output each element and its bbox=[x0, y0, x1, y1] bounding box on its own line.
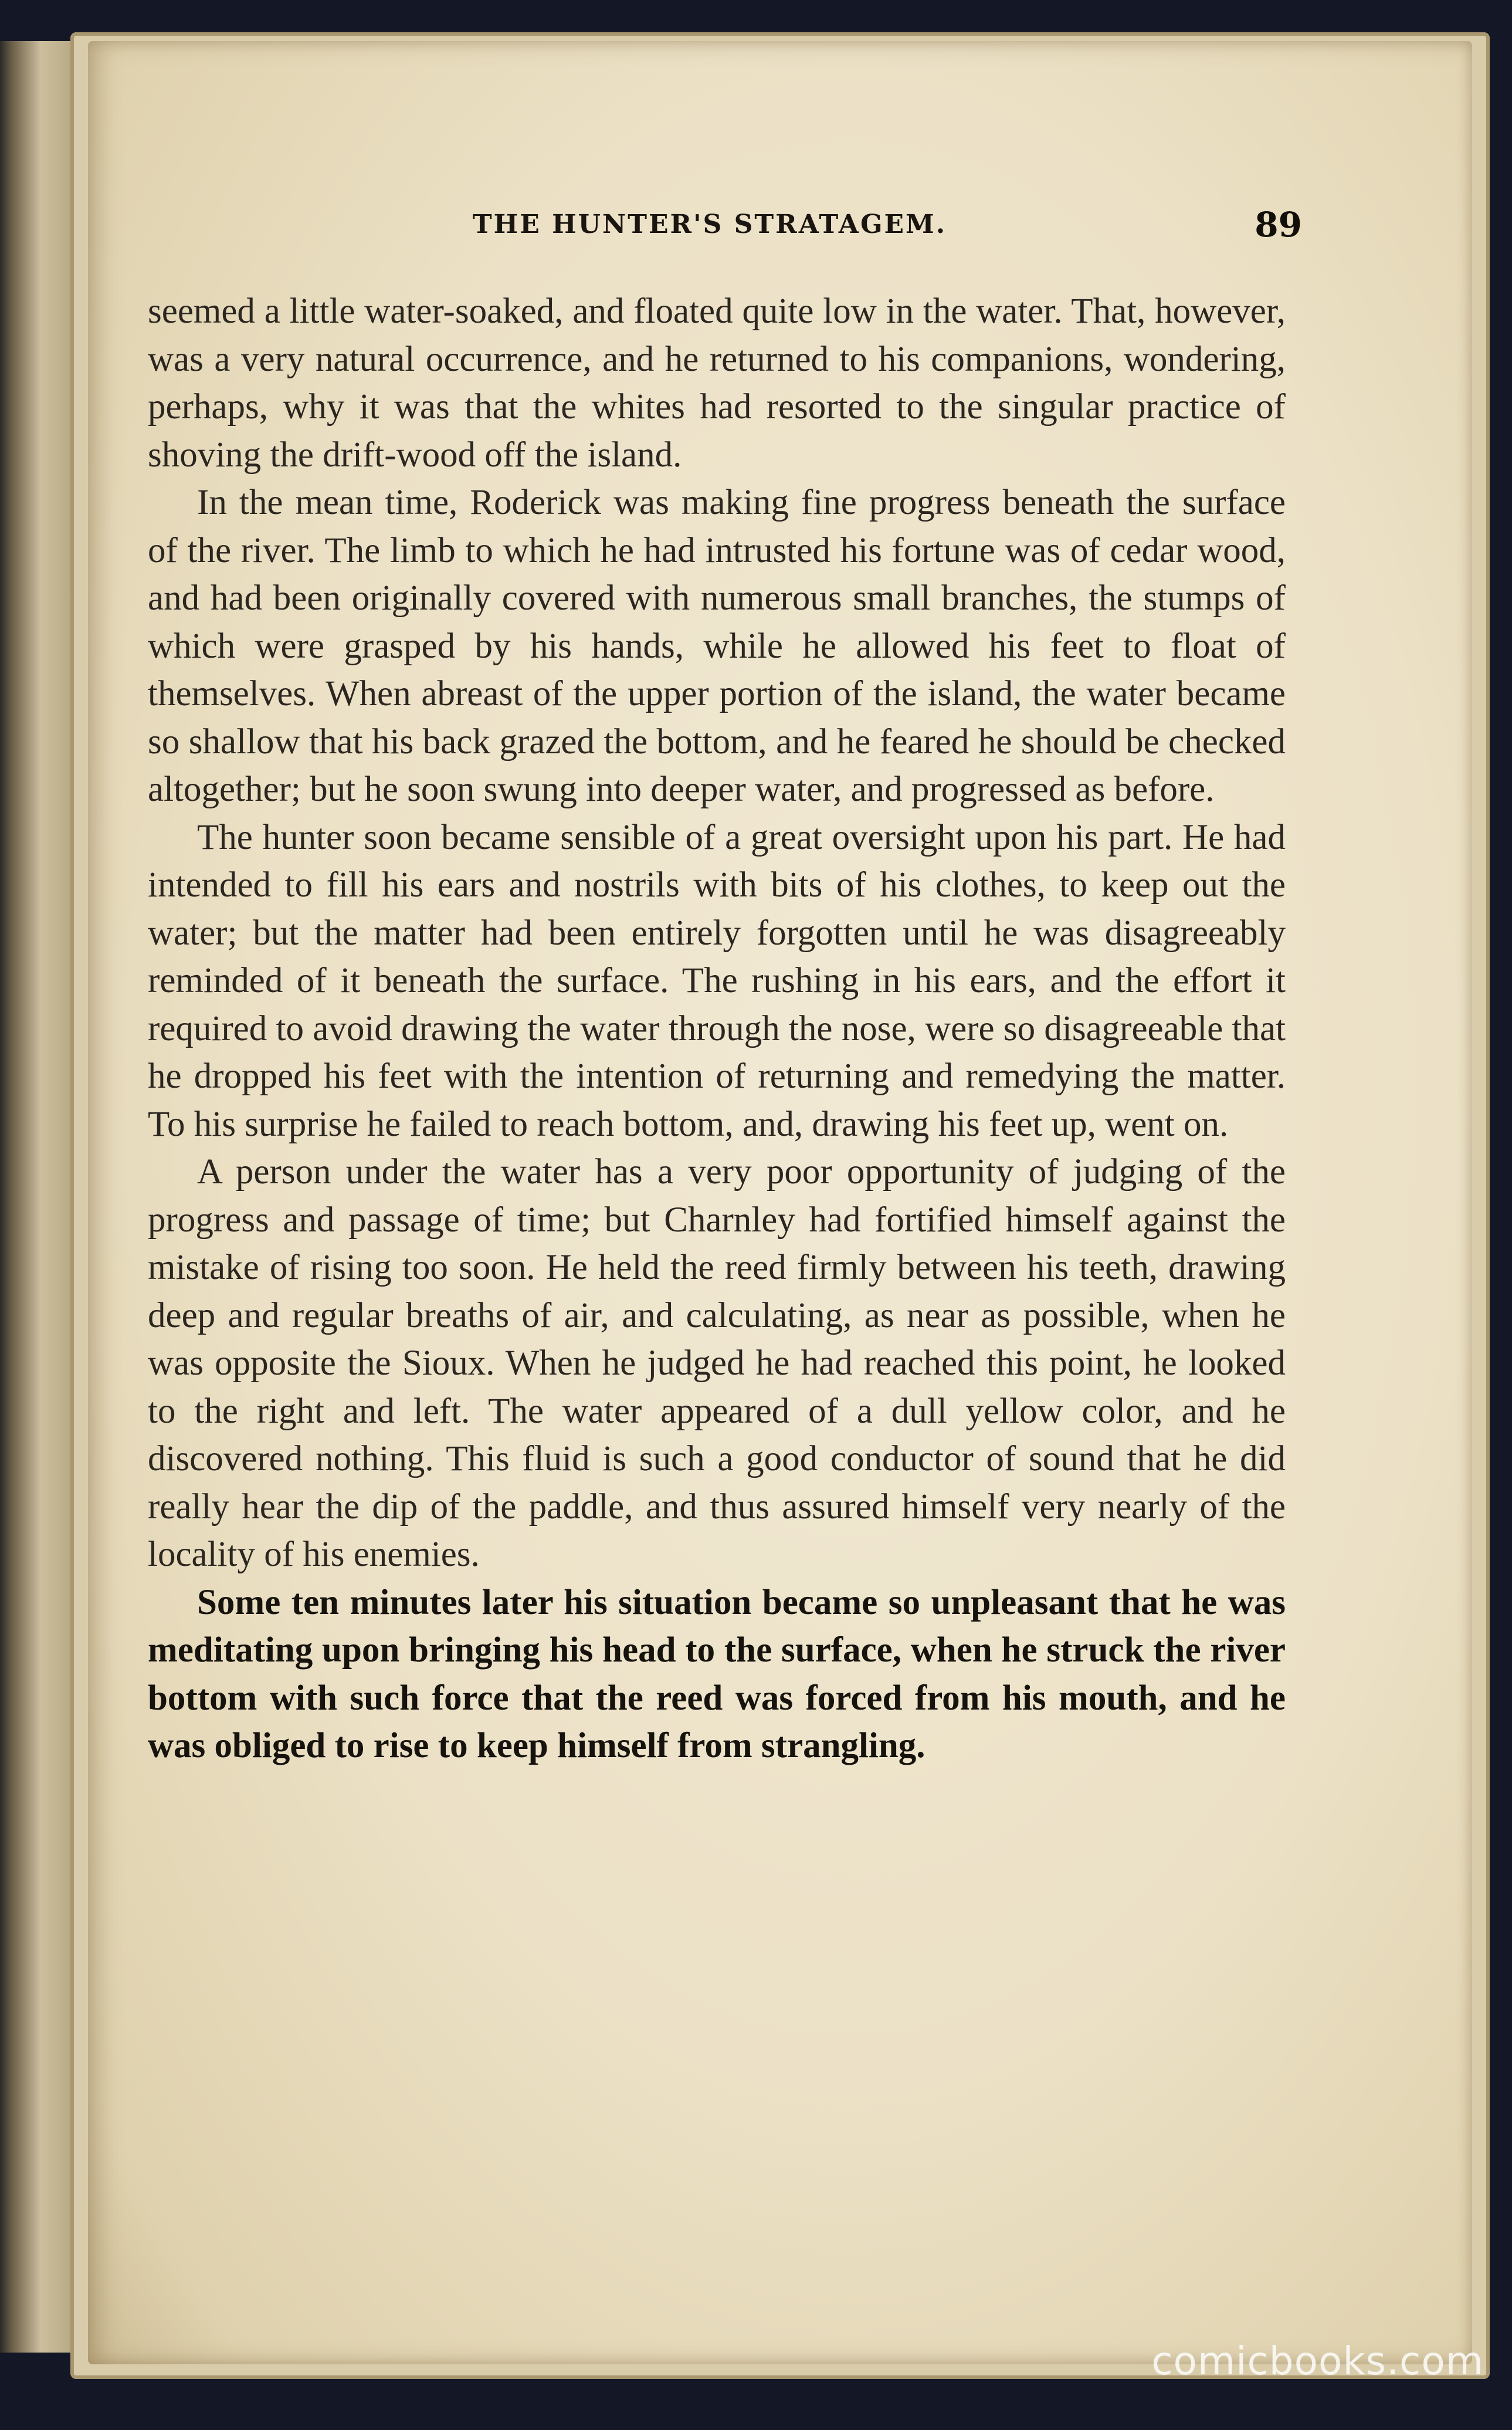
site-watermark: comicbooks.com bbox=[1151, 2338, 1484, 2384]
paragraph: seemed a little water-soaked, and floated quite low in the water. That, however, was a very natural occurrence, and he returned to his companions, wondering, perhaps, why it was that the whites had resorted to the singular practice of shoving the drift-wood off the island. bbox=[148, 292, 1286, 475]
paragraph: A person under the water has a very poor opportunity of judging of the progress and passage of time; but Charnley had fortified himself against the mistake of rising too soon. He held the reed firmly between his teeth, drawing deep and regular breaths of air, and calculating, as near as possible, when he was opposite the Sioux. When he judged he had reached this point, he looked to the right and left. The water appeared of a dull yellow color, and he discovered nothing. This fluid is such a good conductor of sound that he did really hear the dip of the paddle, and thus assured himself very nearly of the locality of his enemies. bbox=[148, 1152, 1286, 1574]
page-number: 89 bbox=[1255, 205, 1302, 245]
paragraph: In the mean time, Roderick was making fine progress beneath the surface of the river. The limb to which he had intrusted his fortune was of cedar wood, and had been originally covered with numerous small branches, the stumps of which were grasped by his hands, while he allowed his feet to float of themselves. When abreast of the upper portion of the island, the water became so shallow that his back grazed the bottom, and he feared he should be checked altogether; but he soon swung into deeper water, and progressed as before. bbox=[148, 483, 1286, 809]
paragraph: Some ten minutes later his situation became so unpleasant that he was meditating upon bringing his head to the surface, when he struck the river bottom with such force that the reed was forced from his mouth, and he was obliged to rise to keep himself from strangling. bbox=[148, 1582, 1286, 1765]
body-text bbox=[148, 287, 1286, 1770]
running-header-title: THE HUNTER'S STRATAGEM. bbox=[472, 209, 947, 239]
running-header bbox=[0, 198, 1512, 251]
paragraph: The hunter soon became sensible of a great oversight upon his part. He had intended to fill his ears and nostrils with bits of his clothes, to keep out the water; but the matter had been entirely forgotten until he was disagreeably reminded of it beneath the surface. The rushing in his ears, and the effort it required to avoid drawing the water through the nose, were so disagreeable that he dropped his feet with the intention of returning and remedying the matter. To his surprise he failed to reach bottom, and, drawing his feet up, went on. bbox=[148, 817, 1286, 1144]
